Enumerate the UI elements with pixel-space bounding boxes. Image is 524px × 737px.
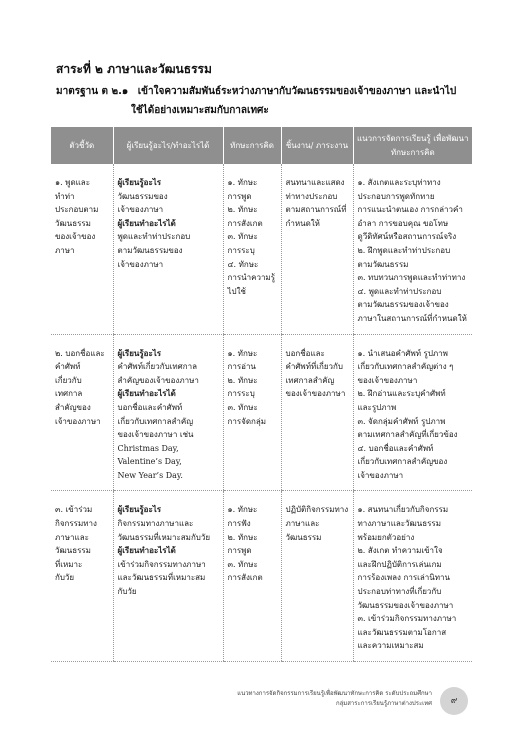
standard-heading bbox=[56, 82, 476, 120]
cell-line: ๑. นำเสนอคำศัพท์ รูปภาพ bbox=[357, 348, 448, 358]
cell-line: ๓. จัดกลุ่มคำศัพท์ รูปภาพ bbox=[357, 416, 446, 426]
cell-line: วัฒนธรรม bbox=[55, 546, 91, 556]
page-footer bbox=[212, 689, 432, 709]
table-row bbox=[51, 334, 472, 491]
approach-cell bbox=[353, 334, 472, 491]
skills-cell bbox=[223, 491, 281, 662]
cell-line: สนทนาและแสดง bbox=[285, 178, 345, 187]
cell-line: การพูด bbox=[227, 191, 252, 201]
cell-line: เทศกาล bbox=[55, 389, 83, 399]
cell-line: คำศัพท์ bbox=[55, 362, 81, 372]
cell-line: อำลา การขอบคุณ ขอโทษ bbox=[357, 218, 449, 228]
approach-cell bbox=[353, 164, 472, 334]
cell-line: ที่เหมาะ bbox=[55, 559, 83, 569]
cell-line: ผู้เรียนรู้อะไร bbox=[117, 504, 162, 515]
standard-code: มาตรฐาน ต ๒.๑ bbox=[56, 86, 129, 97]
cell-line: ๒. ฝึกพูดและทำท่าประกอบ bbox=[357, 245, 451, 255]
footer-line1: แนวทางการจัดกิจกรรมการเรียนรู้เพื่อพัฒนาทักษะการคิด ระดับประถมศึกษา bbox=[237, 690, 432, 697]
skills-cell bbox=[223, 164, 281, 334]
cell-line: การจัดกลุ่ม bbox=[227, 416, 267, 426]
cell-line: การระบุ bbox=[227, 245, 255, 255]
cell-line: พูดและทำท่าประกอบ bbox=[117, 232, 191, 242]
table-row bbox=[51, 491, 472, 662]
table-row bbox=[51, 164, 472, 334]
cell-line: ตามเทศกาลสำคัญที่เกี่ยวข้อง bbox=[357, 430, 458, 440]
cell-line: ปฏิบัติกิจกรรมทาง bbox=[285, 505, 349, 515]
cell-line: การนำความรู้ bbox=[227, 273, 275, 283]
cell-line: การสังเกต bbox=[227, 573, 263, 583]
cell-line: เจ้าของภาษา bbox=[357, 470, 404, 480]
cell-line: ๑. ทักษะ bbox=[227, 178, 258, 187]
standard-text-line2: ใช้ได้อย่างเหมาะสมกับกาลเทศะ bbox=[131, 105, 269, 116]
header-row bbox=[51, 127, 472, 164]
cell-line: ๔. พูดและทำท่าประกอบ bbox=[357, 286, 442, 296]
cell-line: ๒. ทักษะ bbox=[227, 532, 258, 542]
cell-line: ๑. ทักษะ bbox=[227, 505, 258, 515]
cell-line: ๑. ทักษะ bbox=[227, 348, 258, 358]
cell-line: เจ้าของภาษา bbox=[55, 416, 101, 426]
cell-line: การแนะนำตนเอง การกล่าวคำ bbox=[357, 205, 463, 215]
cell-line: เทศกาลสำคัญ bbox=[285, 375, 335, 385]
cell-line: ตามวัฒนธรรมของ bbox=[117, 245, 183, 255]
cell-line: ตามสถานการณ์ที่ bbox=[285, 205, 347, 215]
cell-line: ภาษาและ bbox=[55, 532, 89, 542]
cell-line: ประกอบท่าทางที่เกี่ยวกับ bbox=[357, 587, 442, 597]
cell-line: การฟัง bbox=[227, 519, 251, 529]
learning-cell bbox=[113, 334, 223, 491]
footer-line2: กลุ่มสาระการเรียนรู้ภาษาต่างประเทศ bbox=[336, 700, 432, 707]
cell-line: ตามวัฒนธรรม bbox=[357, 259, 409, 269]
cell-line: ผู้เรียนทำอะไรได้ bbox=[117, 388, 176, 399]
work-cell bbox=[281, 164, 353, 334]
table-header bbox=[51, 127, 472, 164]
header-work-tasks: ชิ้นงาน/ ภาระงาน bbox=[281, 127, 353, 164]
cell-line: ๓. เข้าร่วมกิจกรรมทางภาษา bbox=[357, 614, 457, 624]
cell-line: การสังเกต bbox=[227, 218, 263, 228]
cell-line: บอกชื่อและคำศัพท์ bbox=[117, 402, 183, 412]
learning-cell bbox=[113, 491, 223, 662]
cell-line: บอกชื่อและ bbox=[285, 348, 325, 358]
cell-line: ๓. ทักษะ bbox=[227, 402, 258, 412]
cell-line: ๑. พูดและทำท่า bbox=[55, 178, 90, 201]
header-indicator: ตัวชี้วัด bbox=[51, 127, 113, 164]
cell-line: พร้อมยกตัวอย่าง bbox=[357, 532, 415, 542]
standard-text-line1: เข้าใจความสัมพันธ์ระหว่างภาษากับวัฒนธรรมของเจ้าของภาษา และนำไป bbox=[137, 86, 457, 97]
cell-line: วัฒนธรรมของเจ้าของภาษา bbox=[357, 600, 454, 610]
cell-line: ผู้เรียนรู้อะไร bbox=[117, 177, 162, 187]
cell-line: และความเหมาะสม bbox=[357, 641, 424, 651]
header-learning: ผู้เรียนรู้อะไร/ทำอะไรได้ bbox=[113, 127, 223, 164]
cell-line: ของเจ้าของภาษา เช่น bbox=[117, 430, 194, 440]
cell-line: ตามวัฒนธรรมของเจ้าของ bbox=[357, 300, 449, 310]
curriculum-table bbox=[51, 127, 472, 662]
cell-line: วัฒนธรรม bbox=[285, 532, 322, 542]
cell-line: การระบุ bbox=[227, 389, 255, 399]
cell-line: วัฒนธรรม bbox=[55, 218, 91, 228]
cell-line: ผู้เรียนทำอะไรได้ bbox=[117, 217, 176, 228]
cell-line: ทางภาษาและวัฒนธรรม bbox=[357, 519, 441, 529]
cell-line: การอ่าน bbox=[227, 362, 256, 372]
cell-line: กับวัย bbox=[55, 573, 75, 583]
cell-line: คำศัพท์เกี่ยวกับเทศกาล bbox=[117, 362, 197, 372]
cell-line: การพูด bbox=[227, 546, 252, 556]
cell-line: ๒. ฝึกอ่านและระบุคำศัพท์ bbox=[357, 389, 446, 399]
cell-line: ๑. สังเกตและระบุท่าทาง bbox=[357, 178, 441, 187]
cell-line: Christmas Day, bbox=[117, 443, 179, 453]
page-number: ๙ bbox=[440, 687, 468, 715]
cell-line: และวัฒนธรรมตามโอกาส bbox=[357, 627, 447, 637]
cell-line: และวัฒนธรรมที่เหมาะสม bbox=[117, 573, 206, 583]
cell-line: ไปใช้ bbox=[227, 286, 246, 296]
skills-cell bbox=[223, 334, 281, 491]
cell-line: ๔. ทักษะ bbox=[227, 259, 259, 269]
cell-line: เจ้าของภาษา bbox=[117, 205, 164, 215]
cell-line: สำคัญของเจ้าของภาษา bbox=[117, 375, 199, 385]
cell-line: ของเจ้าของภาษา bbox=[285, 389, 346, 399]
header-thinking-skills: ทักษะการคิด bbox=[223, 127, 281, 164]
learning-cell bbox=[113, 164, 223, 334]
cell-line: ท่าทางประกอบ bbox=[285, 191, 338, 201]
cell-line: ผู้เรียนรู้อะไร bbox=[117, 347, 162, 358]
cell-line: กิจกรรมทางภาษาและ bbox=[117, 519, 194, 529]
cell-line: ผู้เรียนทำอะไรได้ bbox=[117, 545, 176, 556]
cell-line: ประกอบการพูดทักทาย bbox=[357, 191, 435, 201]
header-learning-approach: แนวการจัดการเรียนรู้ เพื่อพัฒนาทักษะการคิด bbox=[353, 127, 472, 164]
strand-title: สาระที่ ๒ ภาษาและวัฒนธรรม bbox=[56, 62, 212, 76]
indicator-cell bbox=[51, 334, 113, 491]
cell-line: ๓. เข้าร่วม bbox=[55, 505, 93, 515]
cell-line: ๒. บอกชื่อและ bbox=[55, 348, 105, 358]
cell-line: ๓. ทบทวนการพูดและทำท่าทาง bbox=[357, 273, 466, 283]
cell-line: คำศัพท์ที่เกี่ยวกับ bbox=[285, 362, 343, 372]
cell-line: ภาษาในสถานการณ์ที่กำหนดให้ bbox=[357, 313, 467, 323]
cell-line: ของเจ้าของ bbox=[55, 232, 96, 242]
cell-line: ประกอบตาม bbox=[55, 205, 99, 215]
work-cell bbox=[281, 334, 353, 491]
cell-line: ๔. บอกชื่อและคำศัพท์ bbox=[357, 443, 434, 453]
cell-line: ของเจ้าของภาษา bbox=[357, 375, 418, 385]
indicator-cell bbox=[51, 491, 113, 662]
cell-line: เกี่ยวกับเทศกาลสำคัญต่าง ๆ bbox=[357, 362, 454, 372]
cell-line: และฝึกปฏิบัติการเล่นเกม bbox=[357, 559, 442, 569]
cell-line: วัฒนธรรมที่เหมาะสมกับวัย bbox=[117, 532, 211, 542]
cell-line: ๑. สนทนาเกี่ยวกับกิจกรรม bbox=[357, 505, 449, 515]
cell-line: การร้องเพลง การเล่านิทาน bbox=[357, 573, 450, 583]
cell-line: ๓. ทักษะ bbox=[227, 559, 258, 569]
cell-line: เกี่ยวกับ bbox=[55, 375, 82, 385]
cell-line: เข้าร่วมกิจกรรมทางภาษา bbox=[117, 559, 206, 569]
indicator-cell bbox=[51, 164, 113, 334]
cell-line: Valentine’s Day, bbox=[117, 457, 182, 467]
cell-line: ภาษาและ bbox=[285, 519, 320, 529]
cell-line: และรูปภาพ bbox=[357, 402, 397, 412]
cell-line: ภาษา bbox=[55, 245, 75, 255]
cell-line: ๒. ทักษะ bbox=[227, 205, 258, 215]
work-cell bbox=[281, 491, 353, 662]
table-body bbox=[51, 164, 472, 662]
cell-line: ดูวีดิทัศน์หรือสถานการณ์จริง bbox=[357, 232, 457, 242]
cell-line: วัฒนธรรมของ bbox=[117, 191, 168, 201]
cell-line: สำคัญของ bbox=[55, 402, 91, 412]
cell-line: ๒. ทักษะ bbox=[227, 375, 258, 385]
approach-cell bbox=[353, 491, 472, 662]
cell-line: เกี่ยวกับเทศกาลสำคัญ bbox=[117, 416, 194, 426]
cell-line: กิจกรรมทาง bbox=[55, 519, 97, 529]
cell-line: New Year’s Day. bbox=[117, 470, 183, 480]
cell-line: กับวัย bbox=[117, 587, 137, 597]
cell-line: กำหนดให้ bbox=[285, 218, 320, 228]
cell-line: ๓. ทักษะ bbox=[227, 232, 258, 242]
cell-line: เกี่ยวกับเทศกาลสำคัญของ bbox=[357, 457, 448, 467]
cell-line: เจ้าของภาษา bbox=[117, 259, 164, 269]
cell-line: ๒. สังเกต ทำความเข้าใจ bbox=[357, 546, 443, 556]
